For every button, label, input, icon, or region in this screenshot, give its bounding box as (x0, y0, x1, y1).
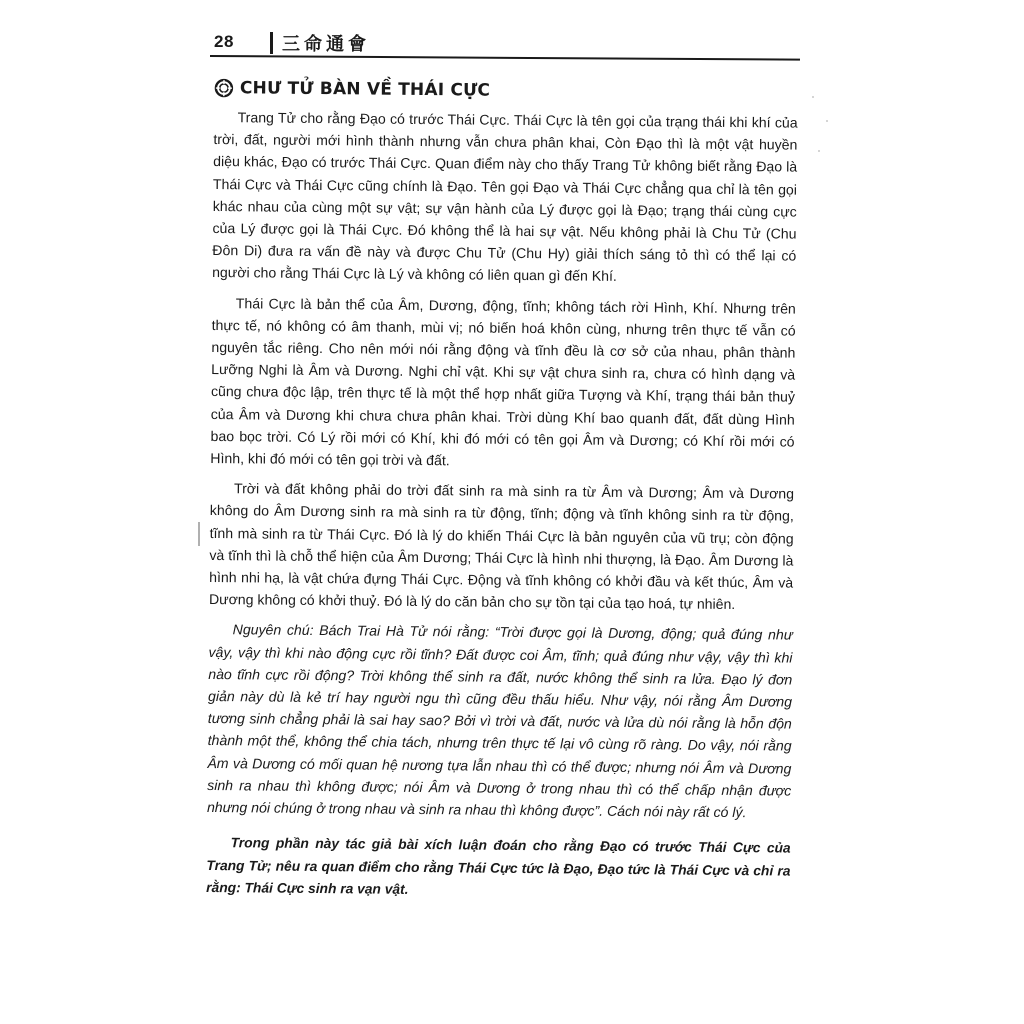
book-title: 三命通會 (282, 34, 370, 55)
annotation-note: Nguyên chú: Bách Trai Hà Tử nói rằng: “Trời được gọi là Dương, động; quả đúng như vậy, vậy thì khi nào động cực rồi tĩnh? Đất được coi Âm, tĩnh; quả đúng như vậy, vậy thì khi nào tĩnh cực rồi động? Trời không thể sinh ra đất, nước không thể sinh ra lửa. Đạo lý đơn giản này dù là kẻ trí hay người ngu thì cũng đều thấu hiểu. Như vậy, nói rằng Âm Dương tương sinh chẳng phải là sai hay sao? Bởi vì trời và đất, nước và lửa dù nói rằng là hỗn độn thành một thể, không thể chia tách, nhưng trên thực tế lại vô cùng rõ ràng. Do vậy, nói rằng Âm và Dương có mối quan hệ nương tựa lẫn nhau thì có thể được; nhưng nói Âm và Dương sinh ra nhau thì không được; nói Âm và Dương ở trong nhau thì có thể chấp nhận được nhưng nói chúng ở trong nhau và sinh ra nhau thì không được”. Cách nói này rất có lý. (206, 621, 793, 821)
paper-speckle (826, 120, 828, 122)
paper-speckle (812, 96, 814, 98)
author-commentary: Trong phần này tác giả bài xích luận đoán cho rằng Đạo có trước Thái Cực của Trang Tử; nêu ra quan điểm cho rằng Thái Cực tức là Đạo, Đạo tức là Thái Cực và chỉ ra rằng: Thái Cực sinh ra vạn vật. (206, 835, 791, 897)
section-heading (214, 78, 798, 104)
paragraph-1: Trang Tử cho rằng Đạo có trước Thái Cực. Thái Cực là tên gọi của trạng thái khi khí của trời, đất, người mới hình thành nhưng vẫn chưa phân khai, Còn Đạo thì là một vật huyền diệu khác, Đạo có trước Thái Cực. Quan điểm này cho thấy Trang Tử không biết rằng Đạo là Thái Cực và Thái Cực cũng chính là Đạo. Tên gọi Đạo và Thái Cực chẳng qua chỉ là tên gọi khác nhau của cùng một sự vật; sự vận hành của Lý được gọi là Đạo; trạng thái cùng cực của Lý được gọi là Thái Cực. Đó không thể là hai sự vật. Nếu không phải là Chu Tử (Chu Đôn Di) đưa ra vấn đề này và được Chu Tử (Chu Hy) giải thích sáng tỏ thì có thể lại có người cho rằng Thái Cực là Lý và không có liên quan gì đến Khí. (212, 109, 798, 285)
paragraph-3: Trời và đất không phải do trời đất sinh ra mà sinh ra từ Âm và Dương; Âm và Dương không do Âm Dương sinh ra mà sinh ra từ động, tĩnh; động và tĩnh không sinh ra từ động, tĩnh mà sinh ra từ Thái Cực. Đó là lý do khiến Thái Cực là bản nguyên của vũ trụ; còn động và tĩnh thì là chỗ thể hiện của Âm Dương; Thái Cực là hình nhi thượng, là Đạo. Âm Dương là hình nhi hạ, là vật chứa đựng Thái Cực. Động và tĩnh không có khởi đầu và kết thúc, Âm và Dương không có khởi thuỷ. Đó là lý do căn bản cho sự tồn tại của tạo hoá, tự nhiên. (208, 480, 795, 613)
margin-mark (198, 522, 200, 546)
page-content (206, 78, 798, 912)
header-rule (210, 55, 800, 61)
knot-ornament-icon (214, 78, 234, 98)
page-number: 28 (214, 32, 234, 51)
paragraph-2: Thái Cực là bản thể của Âm, Dương, động, tĩnh; không tách rời Hình, Khí. Nhưng trên thực tế, nó không có âm thanh, mùi vị; nó biến hoá khôn cùng, nhưng trên thực tế vẫn có nguyên tắc riêng. Cho nên mới nói rằng động và tĩnh đều là cơ sở của nhau, phân thành Lưỡng Nghi là Âm và Dương. Nghi chỉ vật. Khi sự vật chưa sinh ra, chưa có hình dạng và cũng chưa độc lập, trên thực tế là một thể hợp nhất giữa Tượng và Khí, trạng thái bản thuỷ của Âm và Dương khi chưa chưa phân khai. Trời dùng Khí bao quanh đất, đất dùng Hình bao bọc trời. Có Lý rồi mới có Khí, khi đó mới có tên gọi Âm và Dương; có Khí rồi mới có Hình, khi đó mới có tên gọi trời và đất. (210, 294, 796, 469)
header-divider (270, 32, 273, 54)
page-header (210, 30, 800, 60)
paper-speckle (818, 150, 820, 152)
section-title: CHƯ TỬ BÀN VỀ THÁI CỰC (239, 78, 491, 101)
